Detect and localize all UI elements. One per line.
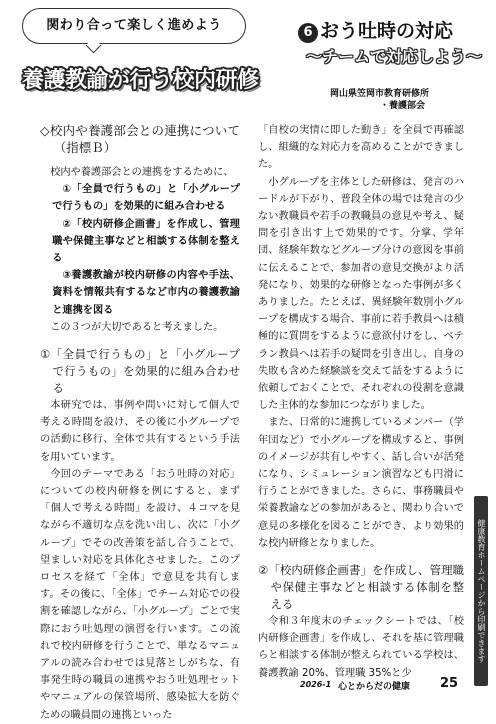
paragraph: 令和３年度末のチェックシートでは、「校内研修企画書」を作成し、それを基に管理職らと相談する体制が整えられている学校は、養護教諭 20%、管理職 35%と少 bbox=[258, 616, 464, 679]
list-item: ①「全員で行うもの」と「小グループで行うもの」を効果的に組み合わせる bbox=[52, 184, 240, 213]
section-heading-combination: ①「全員で行うもの」と「小グループで行うもの」を効果的に組み合わせる bbox=[40, 347, 240, 396]
footer-issue-date: 2026-1 bbox=[300, 680, 332, 689]
series-subtitle: ～チームで対応しよう～ bbox=[306, 47, 483, 66]
paragraph: 小グループを主体とした研修は、発言のハードルが下がり、普段全体の場では発言の少ない教職員や若手の教職員の意見や考え、疑問を引き出す上で効果的です。分掌、学年団、経験年数などグループ分けの意図を事前に伝えることで、参加者の意見交換がより活発になり、効果的な研修となった事例が多くありました。たとえば、異経験年数別小グループを構成する場合、事前に若手教員へは積極的に質問をするように意欲付けをし、ベテラン教員へは若手の疑問を引き出し、自身の失敗も含めた経験談を交えて話をするように依頼しておくことで、それぞれの役割を意識した主体的な参加につながりました。 bbox=[258, 176, 464, 412]
series-title: おう吐時の対応 bbox=[320, 20, 454, 42]
paragraph: 本研究では、事例や問いに対して個人で考える時間を設け、その後に小グループでの活動に移行、全体で共有するという手法を用いています。 bbox=[40, 400, 240, 463]
author-group: ・養護部会 bbox=[380, 101, 426, 111]
spacer bbox=[40, 336, 240, 346]
list-item: ②「校内研修企画書」を作成し、管理職や保健主事などと相談する体制を整える bbox=[52, 218, 240, 265]
paragraph: この３つが大切であると考えました。 bbox=[50, 321, 224, 333]
footer-magazine-name: 心とからだの健康 bbox=[338, 682, 411, 692]
paragraph: 今回のテーマである「おう吐時の対応」についての校内研修を例にすると、まず「個人で考える時間」を設け、４コマを見ながら不適切な点を洗い出し、次に「小グループ」でその改善策を話し合うことで、望ましい対応を具体化させました。このプロセスを経て「全体」で意見を共有します。その後に、「全体」でチーム対応での役割を確認しながら、「小グループ」ごとで実際におう吐処理の演習を行います。この流れで校内研修を行うことで、単なるマニュアルの読み合わせでは見落としがちな、有事発生時の職員の連携やおう吐処理セットやマニュアルの保管場所、感染拡大を防ぐための職員間の連携といった bbox=[40, 468, 240, 721]
download-side-tab: 健康教育ホームページから印刷できます bbox=[474, 496, 488, 686]
spacer bbox=[258, 552, 464, 562]
page-number: 25 bbox=[440, 676, 459, 691]
right-column bbox=[258, 122, 464, 682]
series-number-badge: 6 bbox=[298, 23, 318, 43]
paragraph: 「自校の実情に即した動き」を全員で再確認し、組織的な対応力を高めることができました。 bbox=[258, 125, 464, 171]
paragraph: また、日常的に連携しているメンバー（学年団など）で小グループを構成すると、事例のイメージが共有しやすく、話し合いが活発になり、シミュレーション演習なども円滑に行うことができました。さらに、事務職員や栄養教諭などの参加があると、関わり合いで意見の多様化を図ることができ、より効果的な校内研修となりました。 bbox=[258, 417, 464, 549]
paragraph: 校内や養護部会との連携をするために、 bbox=[50, 167, 234, 178]
section-heading-planning: ②「校内研修企画書」を作成し、管理職や保健主事などと相談する体制を整える bbox=[258, 563, 464, 612]
article-title: 養護教諭が行う校内研修 bbox=[22, 68, 259, 93]
header-catchphrase-bubble: 関わり合って楽しく進めよう bbox=[22, 8, 246, 44]
spacer bbox=[40, 156, 240, 164]
author-affiliation: 岡山県笠岡市教育研修所 bbox=[330, 89, 430, 99]
list-item: ③養護教諭が校内研修の内容や手法、資料を情報共有するなど市内の養護教諭と連携を図る bbox=[52, 270, 240, 316]
left-column bbox=[40, 122, 240, 724]
section-heading-collaboration: ◇校内や養護部会との連携について（指標Ｂ） bbox=[40, 123, 240, 155]
